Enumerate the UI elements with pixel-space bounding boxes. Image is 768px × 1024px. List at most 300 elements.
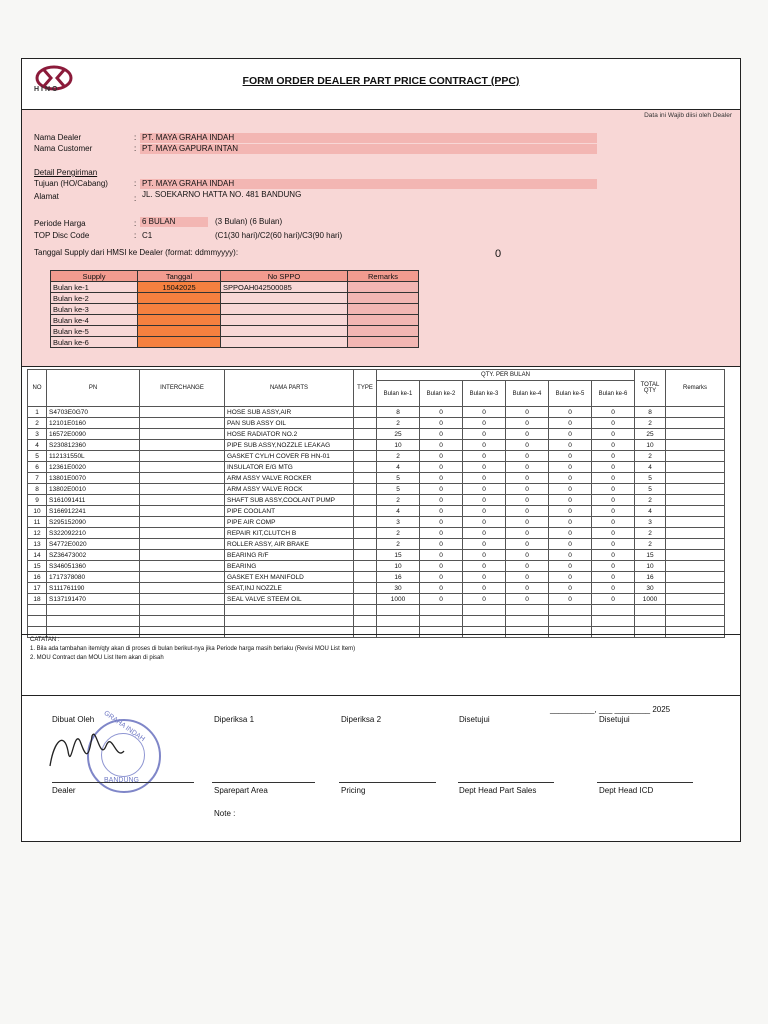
table-row — [28, 528, 725, 539]
qty-cell[interactable]: 0 — [463, 517, 506, 528]
qty-cell[interactable]: 0 — [506, 407, 549, 418]
nama-parts-cell[interactable]: PIPE COOLANT — [225, 506, 354, 517]
total-cell: 16 — [635, 572, 666, 583]
qty-cell[interactable]: 0 — [463, 473, 506, 484]
empty-cell[interactable] — [549, 605, 592, 616]
qty-cell[interactable]: 0 — [549, 407, 592, 418]
table-row-empty — [28, 616, 725, 627]
type-cell[interactable] — [354, 517, 377, 528]
type-cell[interactable] — [354, 528, 377, 539]
qty-cell[interactable]: 0 — [592, 429, 635, 440]
remarks-cell[interactable] — [348, 293, 419, 304]
total-cell: 2 — [635, 418, 666, 429]
empty-cell[interactable] — [463, 616, 506, 627]
sign-line — [212, 782, 315, 783]
signature-scribble-icon — [44, 721, 134, 781]
pn-cell[interactable]: 13802E0010 — [47, 484, 140, 495]
remarks-cell[interactable] — [666, 495, 725, 506]
alamat-label: Alamat — [34, 192, 59, 201]
tanggal-cell[interactable] — [138, 293, 221, 304]
qty-cell[interactable]: 10 — [377, 561, 420, 572]
nama-parts-cell[interactable]: REPAIR KIT,CLUTCH B — [225, 528, 354, 539]
qty-cell[interactable]: 0 — [592, 583, 635, 594]
empty-cell[interactable] — [420, 616, 463, 627]
nama-parts-cell[interactable]: ARM ASSY VALVE ROCKER — [225, 473, 354, 484]
interchange-cell[interactable] — [140, 462, 225, 473]
sppo-cell[interactable] — [221, 326, 348, 337]
empty-cell[interactable] — [140, 605, 225, 616]
qty-cell[interactable]: 0 — [420, 495, 463, 506]
sppo-cell[interactable] — [221, 304, 348, 315]
periode-hint: (3 Bulan) (6 Bulan) — [215, 217, 283, 226]
pn-cell[interactable]: 1717378080 — [47, 572, 140, 583]
table-row — [28, 583, 725, 594]
nama-parts-cell[interactable]: PAN SUB ASSY OIL — [225, 418, 354, 429]
parts-table — [27, 369, 725, 638]
empty-cell[interactable] — [47, 616, 140, 627]
periode-label: Periode Harga — [34, 219, 86, 228]
empty-cell[interactable] — [666, 605, 725, 616]
qty-cell[interactable]: 0 — [592, 484, 635, 495]
qty-cell[interactable]: 0 — [420, 418, 463, 429]
table-row — [28, 572, 725, 583]
empty-cell[interactable] — [225, 605, 354, 616]
total-cell: 8 — [635, 407, 666, 418]
remarks-cell[interactable] — [666, 528, 725, 539]
qty-cell[interactable]: 0 — [420, 451, 463, 462]
pn-cell[interactable]: 12101E0160 — [47, 418, 140, 429]
qty-cell[interactable]: 0 — [592, 517, 635, 528]
qty-cell[interactable]: 0 — [506, 561, 549, 572]
empty-cell[interactable] — [225, 616, 354, 627]
sign-line — [339, 782, 436, 783]
empty-cell[interactable] — [140, 616, 225, 627]
tujuan-field[interactable]: PT. MAYA GRAHA INDAH — [140, 179, 597, 189]
qty-cell[interactable]: 0 — [592, 495, 635, 506]
nama-parts-cell[interactable]: SHAFT SUB ASSY,COOLANT PUMP — [225, 495, 354, 506]
qty-cell[interactable]: 0 — [506, 451, 549, 462]
total-cell: 2 — [635, 528, 666, 539]
nama-parts-cell[interactable]: GASKET EXH MANIFOLD — [225, 572, 354, 583]
qty-cell[interactable]: 0 — [420, 462, 463, 473]
qty-cell[interactable]: 0 — [506, 495, 549, 506]
qty-cell[interactable]: 0 — [463, 451, 506, 462]
qty-cell[interactable]: 2 — [377, 539, 420, 550]
qty-cell[interactable]: 0 — [592, 440, 635, 451]
no-cell: 9 — [28, 495, 47, 506]
type-cell[interactable] — [354, 594, 377, 605]
nama-parts-cell[interactable]: BEARING — [225, 561, 354, 572]
empty-cell[interactable] — [420, 605, 463, 616]
remarks-cell[interactable] — [666, 572, 725, 583]
table-row — [28, 517, 725, 528]
qty-cell[interactable]: 0 — [506, 583, 549, 594]
qty-cell[interactable]: 0 — [463, 539, 506, 550]
pn-cell[interactable]: 13801E0070 — [47, 473, 140, 484]
sppo-cell[interactable] — [221, 337, 348, 348]
qty-cell[interactable]: 15 — [377, 550, 420, 561]
interchange-cell[interactable] — [140, 473, 225, 484]
pricing-label: Pricing — [341, 786, 366, 795]
qty-cell[interactable]: 0 — [420, 473, 463, 484]
qty-cell[interactable]: 0 — [463, 572, 506, 583]
no-cell: 11 — [28, 517, 47, 528]
qty-cell[interactable]: 0 — [549, 451, 592, 462]
dept-sales-label: Dept Head Part Sales — [459, 786, 537, 795]
type-cell[interactable] — [354, 550, 377, 561]
nama-parts-cell[interactable]: SEAL VALVE STEEM OIL — [225, 594, 354, 605]
no-cell: 13 — [28, 539, 47, 550]
sppo-cell[interactable] — [221, 315, 348, 326]
qty-cell[interactable]: 0 — [506, 506, 549, 517]
type-cell[interactable] — [354, 561, 377, 572]
qty-cell[interactable]: 0 — [463, 506, 506, 517]
remarks-cell[interactable] — [348, 315, 419, 326]
qty-cell[interactable]: 0 — [592, 506, 635, 517]
qty-cell[interactable]: 0 — [506, 594, 549, 605]
qty-cell[interactable]: 0 — [420, 484, 463, 495]
empty-cell[interactable] — [592, 616, 635, 627]
interchange-cell[interactable] — [140, 440, 225, 451]
qty-cell[interactable]: 0 — [549, 484, 592, 495]
interchange-cell[interactable] — [140, 495, 225, 506]
qty-cell[interactable]: 0 — [463, 462, 506, 473]
stamp-bottom-text: BANDUNG — [104, 777, 140, 784]
type-cell[interactable] — [354, 572, 377, 583]
remarks-cell[interactable] — [666, 440, 725, 451]
tanggal-cell[interactable] — [138, 304, 221, 315]
nama-customer-label: Nama Customer — [34, 144, 93, 153]
interchange-cell[interactable] — [140, 429, 225, 440]
qty-cell[interactable]: 0 — [420, 539, 463, 550]
remarks-cell[interactable] — [666, 594, 725, 605]
qty-cell[interactable]: 4 — [377, 462, 420, 473]
qty-cell[interactable]: 0 — [463, 528, 506, 539]
empty-cell[interactable] — [354, 616, 377, 627]
qty-cell[interactable]: 0 — [592, 550, 635, 561]
type-cell[interactable] — [354, 462, 377, 473]
empty-cell[interactable] — [377, 616, 420, 627]
qty-cell[interactable]: 0 — [549, 473, 592, 484]
qty-cell[interactable]: 0 — [420, 561, 463, 572]
empty-cell[interactable] — [463, 605, 506, 616]
pn-cell[interactable]: S295152090 — [47, 517, 140, 528]
supply-table — [50, 270, 419, 348]
qty-cell[interactable]: 0 — [420, 429, 463, 440]
nama-customer-field[interactable]: PT. MAYA GAPURA INTAN — [140, 144, 597, 154]
remarks-cell[interactable] — [348, 337, 419, 348]
empty-cell[interactable] — [506, 616, 549, 627]
empty-cell[interactable] — [47, 605, 140, 616]
nama-parts-cell[interactable]: PIPE SUB ASSY,NOZZLE LEAKAG — [225, 440, 354, 451]
pn-cell[interactable]: S346051360 — [47, 561, 140, 572]
qty-cell[interactable]: 0 — [549, 418, 592, 429]
qty-cell[interactable]: 0 — [592, 462, 635, 473]
supply-month-cell: Bulan ke-4 — [51, 315, 138, 326]
interchange-cell[interactable] — [140, 484, 225, 495]
qty-cell[interactable]: 0 — [506, 484, 549, 495]
qty-cell[interactable]: 0 — [592, 572, 635, 583]
qty-cell[interactable]: 0 — [506, 528, 549, 539]
qty-cell[interactable]: 0 — [549, 528, 592, 539]
remarks-cell[interactable] — [666, 517, 725, 528]
qty-cell[interactable]: 0 — [549, 495, 592, 506]
nama-parts-cell[interactable]: ARM ASSY VALVE ROCK — [225, 484, 354, 495]
alamat-field[interactable]: JL. SOEKARNO HATTA NO. 481 BANDUNG — [142, 190, 302, 199]
table-row — [28, 561, 725, 572]
top-hint: (C1(30 hari)/C2(60 hari)/C3(90 hari) — [215, 231, 343, 240]
qty-cell[interactable]: 0 — [592, 528, 635, 539]
qty-cell[interactable]: 0 — [549, 583, 592, 594]
type-cell[interactable] — [354, 451, 377, 462]
remarks-cell[interactable] — [666, 429, 725, 440]
qty-cell[interactable]: 2 — [377, 451, 420, 462]
qty-cell[interactable]: 0 — [549, 572, 592, 583]
qty-cell[interactable]: 2 — [377, 418, 420, 429]
qty-cell[interactable]: 0 — [463, 484, 506, 495]
interchange-cell[interactable] — [140, 407, 225, 418]
type-cell[interactable] — [354, 506, 377, 517]
nama-parts-cell[interactable]: INSULATOR E/G MTG — [225, 462, 354, 473]
nama-parts-cell[interactable]: PIPE AIR COMP — [225, 517, 354, 528]
remarks-header: Remarks — [666, 370, 725, 407]
sppo-cell[interactable]: SPPOAH042500085 — [221, 282, 348, 293]
qty-cell[interactable]: 30 — [377, 583, 420, 594]
pn-cell[interactable]: S4772E0020 — [47, 539, 140, 550]
remarks-cell[interactable] — [348, 326, 419, 337]
pn-cell[interactable]: 12361E0020 — [47, 462, 140, 473]
qty-cell[interactable]: 0 — [420, 528, 463, 539]
qty-cell[interactable]: 0 — [549, 517, 592, 528]
colon: : — [134, 231, 137, 240]
qty-cell[interactable]: 0 — [592, 561, 635, 572]
interchange-cell[interactable] — [140, 517, 225, 528]
total-cell: 5 — [635, 473, 666, 484]
qty-cell[interactable]: 0 — [463, 594, 506, 605]
empty-cell[interactable] — [506, 605, 549, 616]
remarks-cell[interactable] — [666, 451, 725, 462]
no-cell: 8 — [28, 484, 47, 495]
qty-cell[interactable]: 0 — [420, 550, 463, 561]
empty-cell[interactable] — [28, 605, 47, 616]
no-cell: 16 — [28, 572, 47, 583]
remarks-cell[interactable] — [348, 304, 419, 315]
type-cell[interactable] — [354, 418, 377, 429]
qty-cell[interactable]: 0 — [549, 550, 592, 561]
interchange-cell[interactable] — [140, 539, 225, 550]
tanggal-cell[interactable] — [138, 337, 221, 348]
supply-row — [51, 282, 419, 293]
sppo-cell[interactable] — [221, 293, 348, 304]
qty-cell[interactable]: 0 — [463, 407, 506, 418]
type-cell[interactable] — [354, 429, 377, 440]
interchange-cell[interactable] — [140, 561, 225, 572]
qty-cell[interactable]: 16 — [377, 572, 420, 583]
empty-cell[interactable] — [635, 605, 666, 616]
sppo-header: No SPPO — [221, 271, 348, 282]
qty-cell[interactable]: 0 — [420, 506, 463, 517]
pn-cell[interactable]: SZ36473002 — [47, 550, 140, 561]
supply-month-cell: Bulan ke-6 — [51, 337, 138, 348]
qty-cell[interactable]: 0 — [506, 473, 549, 484]
form-frame — [21, 58, 741, 842]
remarks-cell[interactable] — [666, 550, 725, 561]
empty-cell[interactable] — [28, 616, 47, 627]
remarks-cell[interactable] — [666, 418, 725, 429]
qty-cell[interactable]: 2 — [377, 495, 420, 506]
qty-cell[interactable]: 0 — [420, 583, 463, 594]
nama-parts-cell[interactable]: HOSE RADIATOR NO.2 — [225, 429, 354, 440]
qty-cell[interactable]: 0 — [506, 539, 549, 550]
empty-cell[interactable] — [549, 616, 592, 627]
qty-cell[interactable]: 5 — [377, 473, 420, 484]
type-cell[interactable] — [354, 440, 377, 451]
tanggal-cell[interactable] — [138, 315, 221, 326]
qty-cell[interactable]: 0 — [420, 572, 463, 583]
pn-cell[interactable]: S322092210 — [47, 528, 140, 539]
empty-cell[interactable] — [377, 605, 420, 616]
stamp-top-text: GRAHA INDAH — [102, 709, 146, 744]
qty-cell[interactable]: 0 — [506, 572, 549, 583]
tanggal-cell[interactable]: 15042025 — [138, 282, 221, 293]
remarks-cell[interactable] — [666, 561, 725, 572]
qty-cell[interactable]: 0 — [420, 407, 463, 418]
qty-cell[interactable]: 0 — [506, 418, 549, 429]
type-cell[interactable] — [354, 484, 377, 495]
tanggal-cell[interactable] — [138, 326, 221, 337]
nama-parts-cell[interactable]: SEAT,INJ NOZZLE — [225, 583, 354, 594]
type-cell[interactable] — [354, 583, 377, 594]
qty-cell[interactable]: 0 — [463, 440, 506, 451]
qty-cell[interactable]: 0 — [506, 517, 549, 528]
qty-cell[interactable]: 0 — [592, 451, 635, 462]
remarks-cell[interactable] — [666, 583, 725, 594]
interchange-cell[interactable] — [140, 550, 225, 561]
remarks-cell[interactable] — [666, 473, 725, 484]
nama-parts-cell[interactable]: HOSE SUB ASSY,AIR — [225, 407, 354, 418]
qty-cell[interactable]: 0 — [420, 594, 463, 605]
qty-cell[interactable]: 0 — [506, 462, 549, 473]
nama-dealer-field[interactable]: PT. MAYA GRAHA INDAH — [140, 133, 597, 143]
qty-cell[interactable]: 0 — [592, 539, 635, 550]
qty-cell[interactable]: 0 — [549, 539, 592, 550]
type-cell[interactable] — [354, 407, 377, 418]
pn-cell[interactable]: S4703E0G70 — [47, 407, 140, 418]
qty-cell[interactable]: 0 — [549, 561, 592, 572]
qty-cell[interactable]: 0 — [463, 418, 506, 429]
pn-cell[interactable]: 16572E0090 — [47, 429, 140, 440]
qty-cell[interactable]: 0 — [549, 506, 592, 517]
colon: : — [134, 194, 137, 203]
pn-cell[interactable]: S230812360 — [47, 440, 140, 451]
qty-cell[interactable]: 0 — [592, 594, 635, 605]
qty-cell[interactable]: 0 — [463, 550, 506, 561]
total-cell: 4 — [635, 462, 666, 473]
interchange-cell[interactable] — [140, 583, 225, 594]
qty-cell[interactable]: 0 — [463, 561, 506, 572]
qty-cell[interactable]: 0 — [592, 407, 635, 418]
qty-cell[interactable]: 0 — [420, 517, 463, 528]
table-row — [28, 451, 725, 462]
qty-cell[interactable]: 0 — [506, 550, 549, 561]
qty-cell[interactable]: 0 — [506, 429, 549, 440]
empty-cell[interactable] — [666, 616, 725, 627]
pn-cell[interactable]: S137191470 — [47, 594, 140, 605]
qty-cell[interactable]: 10 — [377, 440, 420, 451]
remarks-cell[interactable] — [666, 539, 725, 550]
type-cell[interactable] — [354, 495, 377, 506]
interchange-cell[interactable] — [140, 506, 225, 517]
nama-parts-cell[interactable]: GASKET CYL/H COVER FB HN-01 — [225, 451, 354, 462]
qty-cell[interactable]: 0 — [549, 429, 592, 440]
pn-cell[interactable]: S166912241 — [47, 506, 140, 517]
interchange-cell[interactable] — [140, 418, 225, 429]
remarks-cell[interactable] — [666, 506, 725, 517]
total-cell: 4 — [635, 506, 666, 517]
pn-cell[interactable]: S111761190 — [47, 583, 140, 594]
qty-cell[interactable]: 0 — [463, 429, 506, 440]
qty-cell[interactable]: 8 — [377, 407, 420, 418]
qty-cell[interactable]: 0 — [549, 462, 592, 473]
qty-cell[interactable]: 0 — [549, 440, 592, 451]
no-cell: 15 — [28, 561, 47, 572]
qty-cell[interactable]: 1000 — [377, 594, 420, 605]
nama-parts-cell[interactable]: BEARING R/F — [225, 550, 354, 561]
no-cell: 17 — [28, 583, 47, 594]
type-cell[interactable] — [354, 473, 377, 484]
remarks-cell[interactable] — [666, 407, 725, 418]
top-field[interactable]: C1 — [142, 231, 153, 240]
interchange-cell[interactable] — [140, 572, 225, 583]
interchange-cell[interactable] — [140, 594, 225, 605]
qty-cell[interactable]: 2 — [377, 528, 420, 539]
nama-parts-cell[interactable]: ROLLER ASSY, AIR BRAKE — [225, 539, 354, 550]
remarks-header: Remarks — [348, 271, 419, 282]
supply-row — [51, 304, 419, 315]
empty-cell[interactable] — [592, 605, 635, 616]
table-row — [28, 429, 725, 440]
remarks-cell[interactable] — [666, 462, 725, 473]
pn-cell[interactable]: 112131550L — [47, 451, 140, 462]
qty-cell[interactable]: 25 — [377, 429, 420, 440]
note-item-2: 2. MOU Contract dan MOU List Item akan di pisah — [30, 655, 164, 661]
qty-cell[interactable]: 0 — [592, 418, 635, 429]
empty-cell[interactable] — [635, 616, 666, 627]
colon: : — [134, 179, 137, 188]
interchange-header: INTERCHANGE — [140, 370, 225, 407]
qty-cell[interactable]: 5 — [377, 484, 420, 495]
qty-cell[interactable]: 0 — [506, 440, 549, 451]
qty-cell[interactable]: 4 — [377, 506, 420, 517]
qty-cell[interactable]: 0 — [420, 440, 463, 451]
empty-cell[interactable] — [354, 605, 377, 616]
interchange-cell[interactable] — [140, 451, 225, 462]
qty-cell[interactable]: 0 — [463, 583, 506, 594]
dept-icd-label: Dept Head ICD — [599, 786, 654, 795]
pn-cell[interactable]: S161091411 — [47, 495, 140, 506]
qty-cell[interactable]: 0 — [592, 473, 635, 484]
qty-cell[interactable]: 0 — [463, 495, 506, 506]
qty-cell[interactable]: 3 — [377, 517, 420, 528]
total-cell: 5 — [635, 484, 666, 495]
qty-header: QTY. PER BULAN — [377, 370, 635, 381]
type-cell[interactable] — [354, 539, 377, 550]
periode-field[interactable]: 6 BULAN — [140, 217, 208, 227]
remarks-cell[interactable] — [666, 484, 725, 495]
remarks-cell[interactable] — [348, 282, 419, 293]
interchange-cell[interactable] — [140, 528, 225, 539]
qty-cell[interactable]: 0 — [549, 594, 592, 605]
